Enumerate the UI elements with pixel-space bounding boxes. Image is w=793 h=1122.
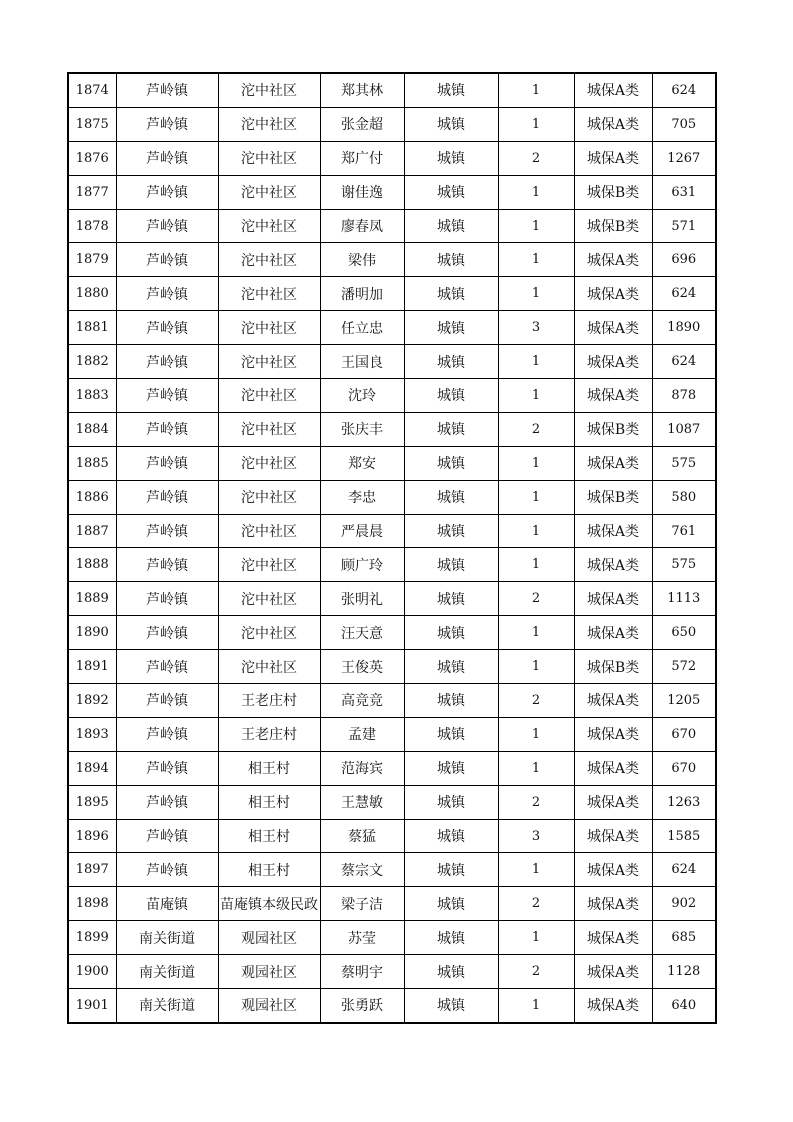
cell-person-count: 2 xyxy=(498,785,574,819)
cell-area-type: 城镇 xyxy=(404,345,498,379)
cell-town: 芦岭镇 xyxy=(116,412,218,446)
cell-town: 芦岭镇 xyxy=(116,379,218,413)
cell-person-count: 2 xyxy=(498,141,574,175)
table-row xyxy=(68,514,716,548)
cell-person-count: 1 xyxy=(498,73,574,107)
cell-area-type: 城镇 xyxy=(404,514,498,548)
cell-person-count: 2 xyxy=(498,955,574,989)
cell-category: 城保A类 xyxy=(574,141,652,175)
cell-village: 相王村 xyxy=(218,751,320,785)
table-row xyxy=(68,819,716,853)
table-row xyxy=(68,243,716,277)
cell-serial-number: 1886 xyxy=(68,480,116,514)
cell-village: 沱中社区 xyxy=(218,412,320,446)
cell-recipient-name: 范海宾 xyxy=(320,751,404,785)
cell-recipient-name: 汪天意 xyxy=(320,616,404,650)
cell-serial-number: 1878 xyxy=(68,209,116,243)
cell-category: 城保A类 xyxy=(574,345,652,379)
cell-amount: 696 xyxy=(652,243,716,277)
cell-town: 芦岭镇 xyxy=(116,684,218,718)
cell-person-count: 1 xyxy=(498,548,574,582)
cell-amount: 1113 xyxy=(652,582,716,616)
cell-village: 沱中社区 xyxy=(218,141,320,175)
cell-village: 沱中社区 xyxy=(218,345,320,379)
cell-village: 观园社区 xyxy=(218,955,320,989)
cell-town: 芦岭镇 xyxy=(116,853,218,887)
table-row xyxy=(68,412,716,446)
cell-person-count: 1 xyxy=(498,277,574,311)
cell-category: 城保A类 xyxy=(574,616,652,650)
table-row xyxy=(68,887,716,921)
cell-town: 南关街道 xyxy=(116,921,218,955)
cell-category: 城保A类 xyxy=(574,514,652,548)
table-row xyxy=(68,955,716,989)
cell-category: 城保B类 xyxy=(574,412,652,446)
cell-town: 芦岭镇 xyxy=(116,616,218,650)
cell-amount: 1263 xyxy=(652,785,716,819)
cell-serial-number: 1877 xyxy=(68,175,116,209)
cell-category: 城保A类 xyxy=(574,717,652,751)
cell-town: 芦岭镇 xyxy=(116,209,218,243)
cell-village: 苗庵镇本级民政 xyxy=(218,887,320,921)
cell-person-count: 1 xyxy=(498,751,574,785)
cell-person-count: 1 xyxy=(498,175,574,209)
cell-area-type: 城镇 xyxy=(404,650,498,684)
cell-category: 城保A类 xyxy=(574,887,652,921)
cell-serial-number: 1898 xyxy=(68,887,116,921)
cell-category: 城保A类 xyxy=(574,277,652,311)
cell-person-count: 1 xyxy=(498,989,574,1023)
cell-town: 芦岭镇 xyxy=(116,480,218,514)
cell-category: 城保B类 xyxy=(574,175,652,209)
cell-amount: 624 xyxy=(652,853,716,887)
cell-person-count: 3 xyxy=(498,311,574,345)
cell-serial-number: 1899 xyxy=(68,921,116,955)
cell-town: 芦岭镇 xyxy=(116,277,218,311)
cell-serial-number: 1890 xyxy=(68,616,116,650)
cell-serial-number: 1897 xyxy=(68,853,116,887)
cell-area-type: 城镇 xyxy=(404,785,498,819)
cell-village: 沱中社区 xyxy=(218,209,320,243)
cell-area-type: 城镇 xyxy=(404,379,498,413)
cell-serial-number: 1891 xyxy=(68,650,116,684)
table-row xyxy=(68,582,716,616)
cell-village: 沱中社区 xyxy=(218,650,320,684)
cell-area-type: 城镇 xyxy=(404,412,498,446)
cell-serial-number: 1895 xyxy=(68,785,116,819)
cell-category: 城保A类 xyxy=(574,446,652,480)
cell-recipient-name: 王国良 xyxy=(320,345,404,379)
cell-village: 沱中社区 xyxy=(218,616,320,650)
cell-serial-number: 1880 xyxy=(68,277,116,311)
table-row xyxy=(68,785,716,819)
cell-recipient-name: 张金超 xyxy=(320,107,404,141)
table-row xyxy=(68,107,716,141)
cell-area-type: 城镇 xyxy=(404,616,498,650)
cell-recipient-name: 蔡宗文 xyxy=(320,853,404,887)
cell-village: 王老庄村 xyxy=(218,717,320,751)
cell-serial-number: 1881 xyxy=(68,311,116,345)
cell-area-type: 城镇 xyxy=(404,751,498,785)
cell-recipient-name: 顾广玲 xyxy=(320,548,404,582)
cell-area-type: 城镇 xyxy=(404,819,498,853)
cell-recipient-name: 苏莹 xyxy=(320,921,404,955)
cell-area-type: 城镇 xyxy=(404,73,498,107)
cell-area-type: 城镇 xyxy=(404,717,498,751)
cell-town: 芦岭镇 xyxy=(116,141,218,175)
cell-category: 城保A类 xyxy=(574,785,652,819)
cell-amount: 624 xyxy=(652,73,716,107)
cell-serial-number: 1885 xyxy=(68,446,116,480)
cell-category: 城保A类 xyxy=(574,819,652,853)
cell-category: 城保A类 xyxy=(574,989,652,1023)
cell-village: 相王村 xyxy=(218,819,320,853)
table-row xyxy=(68,141,716,175)
cell-serial-number: 1888 xyxy=(68,548,116,582)
cell-area-type: 城镇 xyxy=(404,684,498,718)
cell-area-type: 城镇 xyxy=(404,887,498,921)
cell-town: 芦岭镇 xyxy=(116,717,218,751)
cell-amount: 878 xyxy=(652,379,716,413)
cell-area-type: 城镇 xyxy=(404,107,498,141)
cell-person-count: 1 xyxy=(498,921,574,955)
cell-recipient-name: 梁伟 xyxy=(320,243,404,277)
cell-village: 沱中社区 xyxy=(218,582,320,616)
cell-category: 城保A类 xyxy=(574,73,652,107)
cell-recipient-name: 张勇跃 xyxy=(320,989,404,1023)
cell-person-count: 1 xyxy=(498,480,574,514)
cell-category: 城保B类 xyxy=(574,209,652,243)
cell-town: 芦岭镇 xyxy=(116,548,218,582)
cell-serial-number: 1887 xyxy=(68,514,116,548)
cell-serial-number: 1889 xyxy=(68,582,116,616)
cell-village: 沱中社区 xyxy=(218,311,320,345)
roster-table xyxy=(67,72,717,1024)
table-row xyxy=(68,650,716,684)
cell-amount: 902 xyxy=(652,887,716,921)
cell-recipient-name: 张庆丰 xyxy=(320,412,404,446)
cell-person-count: 2 xyxy=(498,412,574,446)
cell-town: 芦岭镇 xyxy=(116,446,218,480)
table-row xyxy=(68,379,716,413)
cell-amount: 705 xyxy=(652,107,716,141)
cell-amount: 670 xyxy=(652,717,716,751)
cell-serial-number: 1900 xyxy=(68,955,116,989)
table-row xyxy=(68,480,716,514)
cell-town: 芦岭镇 xyxy=(116,107,218,141)
cell-serial-number: 1896 xyxy=(68,819,116,853)
cell-town: 芦岭镇 xyxy=(116,819,218,853)
cell-town: 芦岭镇 xyxy=(116,514,218,548)
cell-category: 城保B类 xyxy=(574,650,652,684)
cell-person-count: 1 xyxy=(498,345,574,379)
cell-village: 观园社区 xyxy=(218,921,320,955)
cell-amount: 575 xyxy=(652,446,716,480)
cell-amount: 631 xyxy=(652,175,716,209)
cell-person-count: 1 xyxy=(498,107,574,141)
table-row xyxy=(68,209,716,243)
cell-serial-number: 1883 xyxy=(68,379,116,413)
cell-village: 沱中社区 xyxy=(218,379,320,413)
cell-amount: 1585 xyxy=(652,819,716,853)
cell-recipient-name: 潘明加 xyxy=(320,277,404,311)
cell-category: 城保A类 xyxy=(574,582,652,616)
cell-village: 王老庄村 xyxy=(218,684,320,718)
cell-area-type: 城镇 xyxy=(404,853,498,887)
table-row xyxy=(68,853,716,887)
cell-town: 芦岭镇 xyxy=(116,73,218,107)
cell-category: 城保B类 xyxy=(574,480,652,514)
cell-area-type: 城镇 xyxy=(404,141,498,175)
cell-amount: 571 xyxy=(652,209,716,243)
cell-person-count: 2 xyxy=(498,582,574,616)
table-row xyxy=(68,548,716,582)
table-row xyxy=(68,277,716,311)
cell-recipient-name: 任立忠 xyxy=(320,311,404,345)
cell-area-type: 城镇 xyxy=(404,989,498,1023)
cell-serial-number: 1884 xyxy=(68,412,116,446)
cell-amount: 1267 xyxy=(652,141,716,175)
cell-town: 芦岭镇 xyxy=(116,311,218,345)
cell-category: 城保A类 xyxy=(574,243,652,277)
cell-category: 城保A类 xyxy=(574,955,652,989)
cell-recipient-name: 沈玲 xyxy=(320,379,404,413)
cell-town: 芦岭镇 xyxy=(116,582,218,616)
cell-village: 观园社区 xyxy=(218,989,320,1023)
cell-town: 苗庵镇 xyxy=(116,887,218,921)
table-row xyxy=(68,345,716,379)
cell-person-count: 1 xyxy=(498,243,574,277)
cell-serial-number: 1894 xyxy=(68,751,116,785)
cell-serial-number: 1875 xyxy=(68,107,116,141)
table-row xyxy=(68,446,716,480)
cell-serial-number: 1892 xyxy=(68,684,116,718)
cell-amount: 575 xyxy=(652,548,716,582)
cell-village: 沱中社区 xyxy=(218,548,320,582)
cell-area-type: 城镇 xyxy=(404,446,498,480)
cell-area-type: 城镇 xyxy=(404,921,498,955)
cell-area-type: 城镇 xyxy=(404,175,498,209)
table-row xyxy=(68,73,716,107)
cell-amount: 572 xyxy=(652,650,716,684)
table-row xyxy=(68,717,716,751)
cell-recipient-name: 郑其林 xyxy=(320,73,404,107)
cell-recipient-name: 张明礼 xyxy=(320,582,404,616)
roster-body xyxy=(68,73,716,1023)
cell-serial-number: 1901 xyxy=(68,989,116,1023)
table-row xyxy=(68,616,716,650)
cell-area-type: 城镇 xyxy=(404,277,498,311)
cell-category: 城保A类 xyxy=(574,107,652,141)
cell-village: 相王村 xyxy=(218,785,320,819)
cell-amount: 624 xyxy=(652,345,716,379)
cell-amount: 624 xyxy=(652,277,716,311)
cell-person-count: 2 xyxy=(498,684,574,718)
cell-recipient-name: 廖春凤 xyxy=(320,209,404,243)
cell-person-count: 1 xyxy=(498,379,574,413)
cell-recipient-name: 严晨晨 xyxy=(320,514,404,548)
cell-recipient-name: 高竞竞 xyxy=(320,684,404,718)
cell-person-count: 1 xyxy=(498,650,574,684)
table-row xyxy=(68,684,716,718)
cell-village: 沱中社区 xyxy=(218,277,320,311)
table-row xyxy=(68,175,716,209)
cell-serial-number: 1879 xyxy=(68,243,116,277)
cell-town: 芦岭镇 xyxy=(116,650,218,684)
cell-area-type: 城镇 xyxy=(404,480,498,514)
cell-category: 城保A类 xyxy=(574,548,652,582)
cell-person-count: 1 xyxy=(498,853,574,887)
cell-serial-number: 1874 xyxy=(68,73,116,107)
cell-town: 芦岭镇 xyxy=(116,345,218,379)
cell-recipient-name: 谢佳逸 xyxy=(320,175,404,209)
cell-recipient-name: 李忠 xyxy=(320,480,404,514)
cell-person-count: 2 xyxy=(498,887,574,921)
cell-person-count: 1 xyxy=(498,616,574,650)
cell-person-count: 3 xyxy=(498,819,574,853)
cell-town: 芦岭镇 xyxy=(116,175,218,209)
cell-recipient-name: 蔡明宇 xyxy=(320,955,404,989)
cell-village: 沱中社区 xyxy=(218,73,320,107)
cell-category: 城保A类 xyxy=(574,853,652,887)
cell-town: 芦岭镇 xyxy=(116,785,218,819)
cell-amount: 685 xyxy=(652,921,716,955)
cell-amount: 640 xyxy=(652,989,716,1023)
cell-area-type: 城镇 xyxy=(404,548,498,582)
cell-recipient-name: 梁子洁 xyxy=(320,887,404,921)
cell-amount: 1205 xyxy=(652,684,716,718)
cell-recipient-name: 王慧敏 xyxy=(320,785,404,819)
cell-amount: 580 xyxy=(652,480,716,514)
cell-category: 城保A类 xyxy=(574,379,652,413)
cell-recipient-name: 孟建 xyxy=(320,717,404,751)
cell-town: 南关街道 xyxy=(116,955,218,989)
cell-recipient-name: 王俊英 xyxy=(320,650,404,684)
table-row xyxy=(68,921,716,955)
cell-town: 南关街道 xyxy=(116,989,218,1023)
cell-category: 城保A类 xyxy=(574,921,652,955)
cell-village: 沱中社区 xyxy=(218,446,320,480)
cell-amount: 650 xyxy=(652,616,716,650)
cell-person-count: 1 xyxy=(498,514,574,548)
cell-village: 沱中社区 xyxy=(218,480,320,514)
cell-person-count: 1 xyxy=(498,209,574,243)
cell-serial-number: 1893 xyxy=(68,717,116,751)
cell-amount: 1087 xyxy=(652,412,716,446)
cell-area-type: 城镇 xyxy=(404,955,498,989)
cell-recipient-name: 蔡猛 xyxy=(320,819,404,853)
cell-recipient-name: 郑安 xyxy=(320,446,404,480)
cell-area-type: 城镇 xyxy=(404,209,498,243)
cell-village: 沱中社区 xyxy=(218,107,320,141)
cell-serial-number: 1876 xyxy=(68,141,116,175)
cell-area-type: 城镇 xyxy=(404,582,498,616)
cell-village: 沱中社区 xyxy=(218,175,320,209)
cell-town: 芦岭镇 xyxy=(116,243,218,277)
cell-person-count: 1 xyxy=(498,717,574,751)
cell-area-type: 城镇 xyxy=(404,243,498,277)
cell-person-count: 1 xyxy=(498,446,574,480)
cell-recipient-name: 郑广付 xyxy=(320,141,404,175)
cell-amount: 1890 xyxy=(652,311,716,345)
cell-category: 城保A类 xyxy=(574,311,652,345)
table-row xyxy=(68,751,716,785)
table-row xyxy=(68,989,716,1023)
cell-town: 芦岭镇 xyxy=(116,751,218,785)
cell-serial-number: 1882 xyxy=(68,345,116,379)
cell-category: 城保A类 xyxy=(574,751,652,785)
cell-village: 相王村 xyxy=(218,853,320,887)
cell-amount: 1128 xyxy=(652,955,716,989)
cell-area-type: 城镇 xyxy=(404,311,498,345)
cell-amount: 761 xyxy=(652,514,716,548)
cell-village: 沱中社区 xyxy=(218,514,320,548)
table-row xyxy=(68,311,716,345)
cell-amount: 670 xyxy=(652,751,716,785)
cell-village: 沱中社区 xyxy=(218,243,320,277)
cell-category: 城保A类 xyxy=(574,684,652,718)
